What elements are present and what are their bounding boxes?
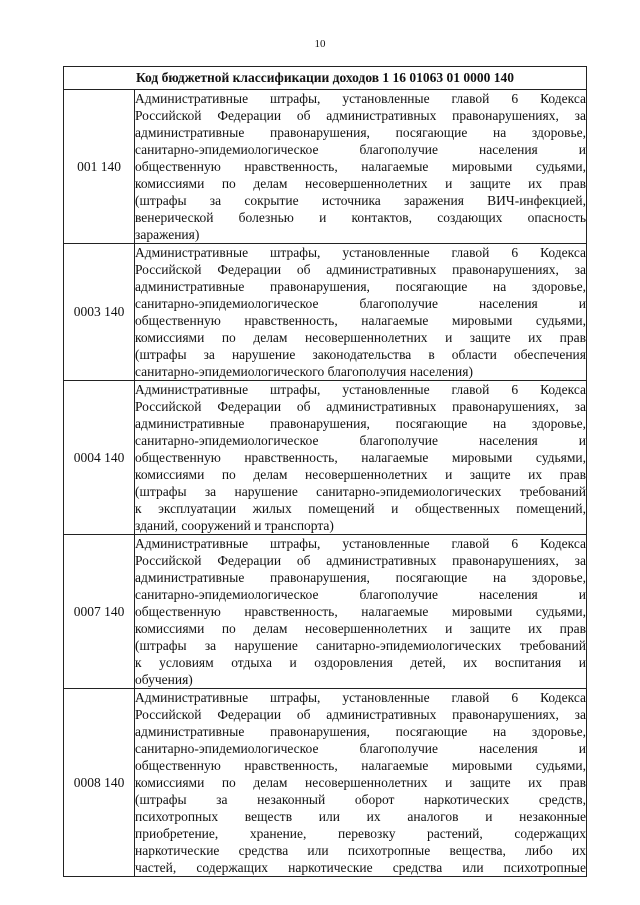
page-number: 10 — [314, 38, 326, 50]
table-header: Код бюджетной классификации доходов 1 16 01063 01 0000 140 — [64, 67, 587, 90]
description-line: Административные штрафы, установленные главой 6 Кодекса — [135, 690, 586, 705]
description-line: санитарно-эпидемиологическое благополучие населения и — [135, 433, 586, 448]
description-line: административные правонарушения, посягающие на здоровье, — [135, 125, 586, 140]
description-line: общественную нравственность, налагаемые мировыми судьями, — [135, 758, 586, 773]
description-line: административные правонарушения, посягающие на здоровье, — [135, 570, 586, 585]
description-line: частей, содержащих наркотические средства или психотропные — [135, 860, 586, 875]
description-line: комиссиями по делам несовершеннолетних и защите их прав — [135, 621, 586, 636]
description-line: санитарно-эпидемиологическое благополучие населения и — [135, 587, 586, 602]
revenue-code-cell: 001 140 — [64, 90, 135, 244]
description-line: (штрафы за нарушение законодательства в области обеспечения — [135, 347, 586, 362]
description-line: общественную нравственность, налагаемые мировыми судьями, — [135, 313, 586, 328]
description-line: комиссиями по делам несовершеннолетних и защите их прав — [135, 775, 586, 790]
description-line: психотропных веществ или их аналогов и незаконные — [135, 809, 586, 824]
description-line: наркотические средства или психотропные вещества, либо их — [135, 843, 586, 858]
description-line: заражения) — [135, 227, 200, 242]
budget-classification-table — [63, 66, 587, 877]
description-line: административные правонарушения, посягающие на здоровье, — [135, 416, 586, 431]
description-line: Административные штрафы, установленные главой 6 Кодекса — [135, 91, 586, 106]
description-line: административные правонарушения, посягающие на здоровье, — [135, 724, 586, 739]
description-line: (штрафы за нарушение санитарно-эпидемиологических требований — [135, 638, 586, 653]
description-line: комиссиями по делам несовершеннолетних и защите их прав — [135, 330, 586, 345]
description-line: Российской Федерации об административных правонарушениях, за — [135, 707, 586, 722]
description-line: Российской Федерации об административных правонарушениях, за — [135, 399, 586, 414]
description-line: венерической болезнью и контактов, создающих опасность — [135, 210, 586, 225]
description-cell — [135, 535, 587, 689]
description-line: (штрафы за незаконный оборот наркотических средств, — [135, 792, 586, 807]
description-line: Административные штрафы, установленные главой 6 Кодекса — [135, 536, 586, 551]
description-line: к эксплуатации жилых помещений и общественных помещений, — [135, 501, 586, 516]
table-header-row — [64, 67, 587, 90]
description-cell — [135, 689, 587, 877]
revenue-code-cell: 0003 140 — [64, 244, 135, 381]
description-line: санитарно-эпидемиологическое благополучие населения и — [135, 142, 586, 157]
description-line: Административные штрафы, установленные главой 6 Кодекса — [135, 382, 586, 397]
description-line: Российской Федерации об административных правонарушениях, за — [135, 553, 586, 568]
table-row — [64, 381, 587, 535]
description-line: (штрафы за сокрытие источника заражения ВИЧ-инфекцией, — [135, 193, 586, 208]
description-cell — [135, 90, 587, 244]
description-line: общественную нравственность, налагаемые мировыми судьями, — [135, 450, 586, 465]
table-row — [64, 689, 587, 877]
description-line: общественную нравственность, налагаемые мировыми судьями, — [135, 159, 586, 174]
revenue-code-cell: 0008 140 — [64, 689, 135, 877]
description-line: административные правонарушения, посягающие на здоровье, — [135, 279, 586, 294]
revenue-code-cell: 0007 140 — [64, 535, 135, 689]
table-row — [64, 90, 587, 244]
description-line: санитарно-эпидемиологическое благополучие населения и — [135, 296, 586, 311]
description-line: комиссиями по делам несовершеннолетних и защите их прав — [135, 176, 586, 191]
table-row — [64, 244, 587, 381]
description-cell — [135, 381, 587, 535]
description-line: санитарно-эпидемиологического благополучия населения) — [135, 364, 473, 379]
description-line: приобретение, хранение, перевозку растений, содержащих — [135, 826, 586, 841]
revenue-code-cell: 0004 140 — [64, 381, 135, 535]
description-line: Российской Федерации об административных правонарушениях, за — [135, 262, 586, 277]
description-line: общественную нравственность, налагаемые мировыми судьями, — [135, 604, 586, 619]
description-line: зданий, сооружений и транспорта) — [135, 518, 334, 533]
description-line: комиссиями по делам несовершеннолетних и защите их прав — [135, 467, 586, 482]
description-line: Российской Федерации об административных правонарушениях, за — [135, 108, 586, 123]
description-line: к условиям отдыха и оздоровления детей, их воспитания и — [135, 655, 586, 670]
table-row — [64, 535, 587, 689]
description-line: (штрафы за нарушение санитарно-эпидемиологических требований — [135, 484, 586, 499]
description-line: обучения) — [135, 672, 193, 687]
description-cell — [135, 244, 587, 381]
table-body — [64, 90, 587, 877]
description-line: санитарно-эпидемиологическое благополучие населения и — [135, 741, 586, 756]
description-line: Административные штрафы, установленные главой 6 Кодекса — [135, 245, 586, 260]
